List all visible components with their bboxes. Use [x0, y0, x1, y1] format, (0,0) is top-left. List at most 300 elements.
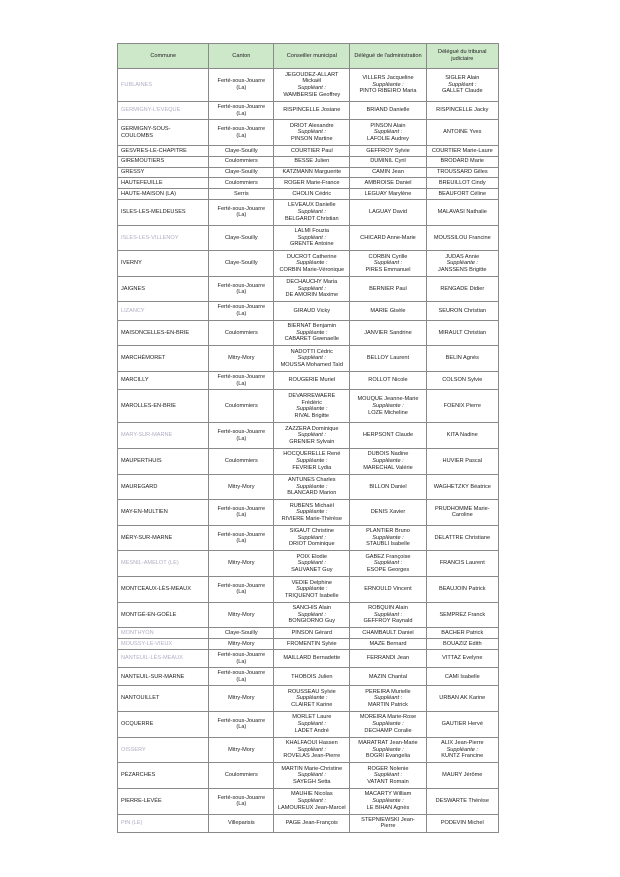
canton-text: (La) — [236, 311, 247, 318]
delegue-administration-text: ROLLOT Nicole — [368, 377, 408, 384]
conseiller-municipal-text: SAYEGH Setta — [293, 778, 331, 785]
commune-cell — [118, 668, 209, 686]
delegue-administration-text: VILLERS Jacqueline — [362, 75, 414, 82]
conseiller-municipal-cell — [274, 178, 350, 189]
conseiller-municipal-text: MAILLARD Bernadette — [283, 655, 341, 662]
conseiller-municipal-text: SIGAUT Christine — [289, 528, 334, 535]
conseiller-municipal-text: LADET André — [294, 727, 329, 734]
conseiller-municipal-text: MAUHIE Nicolas — [290, 791, 333, 798]
delegue-administration-cell — [350, 371, 426, 389]
commune-cell — [118, 814, 209, 832]
delegue-administration-text: BERNIER Paul — [369, 285, 407, 292]
delegue-administration-text: GEFFROY Raynald — [363, 618, 413, 625]
delegue-administration-cell — [350, 167, 426, 178]
conseiller-municipal-cell — [274, 602, 350, 628]
canton-text: (La) — [236, 435, 247, 442]
canton-cell — [209, 577, 274, 603]
delegue-administration-text: MARECHAL Valérie — [363, 464, 413, 471]
commune-cell — [118, 156, 209, 167]
canton-text: (La) — [236, 289, 247, 296]
commune-text: MAUREGARD — [121, 483, 158, 490]
canton-text: Coulommiers — [224, 158, 258, 165]
delegue-tribunal-text: ANTOINE Yves — [443, 129, 482, 136]
delegue-tribunal-cell — [426, 390, 498, 423]
table-row — [118, 145, 499, 156]
conseiller-municipal-text: HOCQUERELLE René — [283, 451, 341, 458]
commune-text: MÉRY-SUR-MARNE — [121, 534, 173, 541]
delegue-administration-text: CHICARD Anne-Marie — [360, 234, 416, 241]
commune-text: MAISONCELLES-EN-BRIE — [121, 329, 190, 336]
canton-cell — [209, 346, 274, 372]
commune-cell — [118, 712, 209, 738]
commune-text: GERMIGNY-SOUS- — [121, 126, 171, 132]
commune-cell — [118, 788, 209, 814]
delegue-administration-text: Suppléant : — [373, 611, 403, 618]
conseiller-municipal-text: RISPINCELLE Josiane — [283, 107, 341, 114]
delegue-administration-text: Suppléant : — [373, 695, 403, 702]
delegue-administration-text: MOUQUE Jeanne-Marie — [357, 396, 419, 403]
commune-text: GERMIGNY-L'EVEQUE — [121, 107, 181, 114]
commune-text: ISLES-LES-VILLENOY — [121, 234, 179, 241]
commune-cell — [118, 145, 209, 156]
delegue-administration-text: DUBOIS Nadine — [367, 451, 409, 458]
conseiller-municipal-text: COURTIER Paul — [290, 147, 333, 154]
conseiller-municipal-text: JEGOUDEZ-ALLART — [285, 71, 339, 78]
delegue-administration-text: PINSON Alain — [370, 122, 406, 129]
conseiller-municipal-text: LALMI Fouzia — [294, 227, 330, 234]
canton-text: Mitry-Mory — [228, 695, 255, 702]
conseiller-municipal-text: TRIQUENOT Isabelle — [284, 592, 339, 599]
commune-cell — [118, 102, 209, 120]
commune-cell — [118, 737, 209, 763]
delegue-tribunal-text: WAGHETZKY Béatrice — [433, 483, 491, 490]
commune-text: MONTGÉ-EN-GOËLE — [121, 611, 177, 618]
delegue-administration-text: MAZIN Chantal — [368, 673, 408, 680]
delegue-tribunal-cell — [426, 814, 498, 832]
delegue-tribunal-text: Suppléante : — [446, 260, 478, 267]
conseiller-municipal-text: Suppléant : — [297, 208, 326, 215]
table-row — [118, 320, 499, 346]
canton-cell — [209, 639, 274, 650]
delegue-administration-text: PEREIRA Murielle — [365, 688, 411, 695]
conseiller-municipal-text: DE AMORIN Maxime — [285, 292, 339, 299]
delegue-administration-cell — [350, 320, 426, 346]
canton-text: Ferté-sous-Jouarre — [217, 670, 266, 677]
delegue-tribunal-text: CAMI Isabelle — [444, 673, 480, 680]
canton-text: Mitry-Mory — [228, 560, 255, 567]
delegue-tribunal-cell — [426, 120, 498, 146]
delegue-administration-text: BILLON Daniel — [369, 483, 407, 490]
canton-text: (La) — [236, 212, 247, 219]
commune-cell — [118, 320, 209, 346]
conseiller-municipal-cell — [274, 320, 350, 346]
canton-text: Mitry-Mory — [228, 483, 255, 490]
canton-cell — [209, 737, 274, 763]
canton-cell — [209, 448, 274, 474]
delegue-administration-cell — [350, 737, 426, 763]
conseiller-municipal-cell — [274, 167, 350, 178]
commune-text: NANTEUIL-LÈS-MEAUX — [121, 655, 183, 662]
delegue-tribunal-cell — [426, 712, 498, 738]
conseiller-municipal-text: RIVIERE Marie-Thérèse — [281, 515, 342, 522]
conseiller-municipal-text: Frédéric — [301, 399, 323, 406]
conseiller-municipal-text: Suppléant : — [297, 534, 326, 541]
delegue-tribunal-text: BELIN Agnès — [445, 355, 479, 362]
conseiller-municipal-text: Mickaël — [302, 78, 322, 85]
delegue-tribunal-cell — [426, 668, 498, 686]
header-conseiller: Conseiller municipal — [274, 44, 350, 69]
canton-text: Mitry-Mory — [228, 611, 255, 618]
conseiller-municipal-text: WAMBERSIE Geoffrey — [283, 91, 341, 98]
canton-cell — [209, 276, 274, 302]
delegue-administration-cell — [350, 500, 426, 526]
commune-cell — [118, 276, 209, 302]
conseiller-municipal-cell — [274, 628, 350, 639]
delegue-tribunal-cell — [426, 276, 498, 302]
delegue-administration-cell — [350, 156, 426, 167]
delegue-tribunal-cell — [426, 763, 498, 789]
commune-text: MARCHÉMORET — [121, 355, 166, 362]
conseiller-municipal-text: KHALFAOUI Hassen — [285, 740, 338, 747]
delegue-administration-text: GEFFROY Sylvie — [366, 147, 410, 154]
conseiller-municipal-cell — [274, 763, 350, 789]
delegates-table — [117, 43, 499, 833]
canton-cell — [209, 251, 274, 277]
conseiller-municipal-text: Suppléante : — [296, 260, 328, 267]
delegue-administration-text: DENIS Xavier — [370, 509, 406, 516]
commune-text: HAUTEFEUILLE — [121, 179, 163, 186]
delegue-tribunal-text: ALIX Jean-Pierre — [440, 740, 484, 747]
conseiller-municipal-cell — [274, 390, 350, 423]
commune-cell — [118, 423, 209, 449]
delegue-administration-text: HERPSONT Claude — [362, 432, 414, 439]
delegue-administration-text: Pierre — [380, 823, 396, 830]
delegue-administration-cell — [350, 712, 426, 738]
commune-cell — [118, 178, 209, 189]
table-row — [118, 668, 499, 686]
delegue-administration-cell — [350, 390, 426, 423]
commune-cell — [118, 525, 209, 551]
canton-text: Ferté-sous-Jouarre — [217, 531, 266, 538]
conseiller-municipal-cell — [274, 423, 350, 449]
delegue-tribunal-cell — [426, 448, 498, 474]
conseiller-municipal-text: Suppléant : — [297, 611, 326, 618]
conseiller-municipal-text: Suppléant : — [297, 797, 326, 804]
delegue-tribunal-text: KUNTZ Francine — [441, 753, 484, 760]
delegue-administration-text: Suppléante : — [372, 402, 404, 409]
delegue-administration-cell — [350, 448, 426, 474]
delegue-administration-text: LAFOLIE Audrey — [366, 135, 409, 142]
canton-text: (La) — [236, 538, 247, 545]
conseiller-municipal-cell — [274, 371, 350, 389]
delegue-administration-text: CORBIN Cyrille — [368, 253, 408, 260]
canton-text: Coulommiers — [224, 179, 258, 186]
delegue-tribunal-cell — [426, 686, 498, 712]
canton-cell — [209, 178, 274, 189]
delegue-tribunal-text: HUVIER Pascal — [442, 457, 483, 464]
canton-text: Coulommiers — [224, 329, 258, 336]
delegue-tribunal-text: VITTAZ Evelyne — [442, 655, 483, 662]
commune-text: MAROLLES-EN-BRIE — [121, 402, 177, 409]
delegue-administration-text: MACARTY William — [364, 791, 412, 798]
delegue-tribunal-text: MALAVASI Nathalie — [437, 208, 487, 215]
table-row — [118, 156, 499, 167]
commune-text: MONTHYON — [121, 629, 154, 636]
delegue-tribunal-text: Suppléant : — [448, 81, 477, 88]
commune-cell — [118, 551, 209, 577]
commune-cell — [118, 577, 209, 603]
delegue-administration-text: Suppléante : — [372, 721, 404, 728]
canton-text: Ferté-sous-Jouarre — [217, 582, 266, 589]
conseiller-municipal-text: Suppléante : — [296, 406, 328, 413]
table-row — [118, 737, 499, 763]
delegue-administration-text: CHAMBAULT Daniel — [362, 629, 414, 636]
canton-text: (La) — [236, 801, 247, 808]
delegue-tribunal-text: TROUSSARD Gilles — [436, 169, 488, 176]
conseiller-municipal-text: GIRAUD Vicky — [293, 307, 331, 314]
canton-text: Ferté-sous-Jouarre — [217, 428, 266, 435]
delegue-administration-text: PIRES Emmanuel — [365, 266, 411, 273]
commune-cell — [118, 167, 209, 178]
conseiller-municipal-text: CHOLIN Cédric — [292, 190, 332, 197]
delegue-tribunal-cell — [426, 302, 498, 320]
conseiller-municipal-text: Suppléante : — [296, 509, 328, 516]
canton-text: Claye-Souilly — [224, 234, 258, 241]
conseiller-municipal-text: FROMENTIN Sylvie — [286, 640, 337, 647]
table-row — [118, 225, 499, 251]
delegue-administration-text: LEGUAY Marylène — [364, 190, 412, 197]
delegue-administration-text: ERNOULD Vincent — [364, 586, 412, 593]
delegue-administration-text: ROBQUIN Alain — [368, 605, 408, 612]
conseiller-municipal-text: SAUVANET Guy — [291, 567, 333, 574]
delegue-tribunal-text: MIRAULT Christian — [438, 329, 487, 336]
commune-text: JAIGNES — [121, 285, 145, 292]
commune-text: NANTOUILLET — [121, 695, 160, 702]
commune-cell — [118, 474, 209, 500]
delegue-tribunal-cell — [426, 525, 498, 551]
delegue-tribunal-text: BRODARD Marie — [440, 158, 485, 165]
commune-cell — [118, 448, 209, 474]
delegue-administration-cell — [350, 276, 426, 302]
delegue-administration-text: JANVIER Sandrine — [364, 329, 412, 336]
canton-cell — [209, 69, 274, 102]
commune-text: ISLES-LES-MELDEUSES — [121, 208, 186, 215]
commune-text: COULOMBS — [121, 132, 154, 139]
conseiller-municipal-text: CORBIN Marie-Véronique — [279, 266, 345, 273]
delegue-tribunal-text: COLSON Sylvie — [442, 377, 483, 384]
conseiller-municipal-text: DRIOT Dominique — [288, 541, 335, 548]
conseiller-municipal-text: ROUSSEAU Sylvie — [287, 688, 336, 695]
canton-cell — [209, 686, 274, 712]
delegue-tribunal-text: GAUTIER Hervé — [441, 721, 483, 728]
delegue-administration-text: VATANT Romain — [367, 778, 409, 785]
commune-text: GESVRES-LE-CHAPITRE — [121, 147, 187, 154]
canton-cell — [209, 500, 274, 526]
conseiller-municipal-text: Suppléant : — [297, 721, 326, 728]
canton-cell — [209, 814, 274, 832]
conseiller-municipal-cell — [274, 120, 350, 146]
conseiller-municipal-cell — [274, 788, 350, 814]
canton-text: Ferté-sous-Jouarre — [217, 794, 266, 801]
canton-text: (La) — [236, 110, 247, 117]
delegue-tribunal-cell — [426, 178, 498, 189]
canton-text: Ferté-sous-Jouarre — [217, 304, 266, 311]
commune-text: MARCILLY — [121, 377, 149, 384]
commune-text: NANTEUIL-SUR-MARNE — [121, 673, 185, 680]
table-row — [118, 199, 499, 225]
conseiller-municipal-text: ROGER Marie-France — [284, 179, 340, 186]
conseiller-municipal-cell — [274, 102, 350, 120]
canton-cell — [209, 423, 274, 449]
delegue-administration-text: DUMINIL Cyril — [370, 158, 406, 165]
table-row — [118, 69, 499, 102]
canton-cell — [209, 167, 274, 178]
delegue-tribunal-cell — [426, 251, 498, 277]
commune-text: PIERRE-LEVÉE — [121, 797, 162, 804]
commune-cell — [118, 346, 209, 372]
delegue-administration-text: AMBROISE Daniel — [364, 179, 412, 186]
delegue-administration-cell — [350, 225, 426, 251]
canton-cell — [209, 712, 274, 738]
commune-text: OISSERY — [121, 746, 146, 753]
conseiller-municipal-cell — [274, 251, 350, 277]
table-header-row — [118, 44, 499, 69]
conseiller-municipal-text: BESSE Julien — [294, 158, 330, 165]
header-canton: Canton — [209, 44, 274, 69]
delegue-administration-cell — [350, 145, 426, 156]
conseiller-municipal-text: LEVEAUX Danielle — [288, 202, 336, 209]
delegue-administration-text: Suppléante : — [372, 746, 404, 753]
conseiller-municipal-cell — [274, 500, 350, 526]
delegue-tribunal-cell — [426, 423, 498, 449]
delegue-administration-cell — [350, 525, 426, 551]
conseiller-municipal-text: Suppléante : — [296, 457, 328, 464]
conseiller-municipal-text: CLAIRET Karine — [291, 702, 333, 709]
table-row — [118, 500, 499, 526]
canton-text: Mitry-Mory — [228, 746, 255, 753]
table-row — [118, 189, 499, 200]
commune-text: GRESSY — [121, 169, 145, 176]
delegue-administration-text: MOREIRA Marie-Rose — [359, 714, 417, 721]
canton-text: (La) — [236, 724, 247, 731]
conseiller-municipal-text: THOBOIS Julien — [291, 673, 333, 680]
table-row — [118, 551, 499, 577]
commune-cell — [118, 649, 209, 667]
delegue-tribunal-text: DESWARTE Thérèse — [435, 797, 489, 804]
delegue-administration-text: MARTIN Patrick — [367, 702, 408, 709]
delegue-administration-text: STAUBLI Isabelle — [366, 541, 410, 548]
commune-cell — [118, 251, 209, 277]
conseiller-municipal-text: DECHAUCHY Maria — [286, 279, 338, 286]
commune-text: HAUTE-MAISON (LA) — [121, 190, 177, 197]
commune-text: IVERNY — [121, 260, 142, 267]
canton-text: Ferté-sous-Jouarre — [217, 126, 266, 132]
table-row — [118, 302, 499, 320]
delegue-tribunal-text: MAURY Jérôme — [442, 772, 483, 779]
delegue-tribunal-cell — [426, 649, 498, 667]
delegue-tribunal-cell — [426, 474, 498, 500]
canton-cell — [209, 602, 274, 628]
conseiller-municipal-text: ANTUNES Charles — [288, 476, 336, 483]
conseiller-municipal-text: Suppléant : — [297, 355, 326, 362]
canton-text: Villeparisis — [228, 820, 255, 826]
canton-text: (La) — [236, 676, 247, 683]
delegue-tribunal-cell — [426, 225, 498, 251]
conseiller-municipal-cell — [274, 639, 350, 650]
commune-cell — [118, 628, 209, 639]
delegue-tribunal-cell — [426, 500, 498, 526]
delegue-tribunal-text: BREUILLOT Cindy — [438, 179, 486, 186]
conseiller-municipal-cell — [274, 525, 350, 551]
delegue-tribunal-cell — [426, 737, 498, 763]
delegue-administration-cell — [350, 686, 426, 712]
delegue-administration-text: CAMIN Jean — [372, 169, 404, 176]
conseiller-municipal-text: RIVAL Brigitte — [294, 412, 330, 419]
conseiller-municipal-cell — [274, 189, 350, 200]
delegue-tribunal-text: SIGLER Alain — [445, 75, 480, 82]
conseiller-municipal-text: ROVELAS Jean-Pierre — [283, 753, 341, 760]
delegue-administration-text: FERRANDI Jean — [366, 655, 410, 662]
table-row — [118, 346, 499, 372]
canton-text: Claye-Souilly — [224, 169, 258, 176]
delegue-administration-cell — [350, 120, 426, 146]
table-row — [118, 686, 499, 712]
commune-text: MAY-EN-MULTIEN — [121, 509, 168, 516]
commune-text: MESNIL-AMELOT (LE) — [121, 560, 179, 567]
delegue-tribunal-text: URBAN AK Karine — [439, 695, 486, 702]
table-row — [118, 167, 499, 178]
conseiller-municipal-text: Suppléant : — [297, 560, 326, 567]
delegue-administration-text: PLANTIER Bruno — [366, 528, 410, 535]
conseiller-municipal-text: Suppléant : — [297, 746, 326, 753]
conseiller-municipal-text: Suppléant : — [297, 85, 326, 92]
conseiller-municipal-text: Suppléante : — [296, 483, 328, 490]
canton-cell — [209, 189, 274, 200]
delegue-tribunal-cell — [426, 189, 498, 200]
conseiller-municipal-text: RUBENS Michaël — [289, 502, 334, 509]
delegue-tribunal-text: Caroline — [451, 512, 473, 519]
canton-text: Ferté-sous-Jouarre — [217, 373, 266, 380]
delegue-administration-text: BRIAND Danielle — [366, 107, 410, 114]
conseiller-municipal-text: Suppléant : — [297, 432, 326, 439]
delegue-administration-text: LE BIHAN Agnès — [366, 804, 410, 811]
canton-cell — [209, 320, 274, 346]
header-delegue-administration: Délégué de l'administration — [350, 44, 426, 69]
delegue-tribunal-text: BOUAZIZ Edith — [443, 640, 482, 647]
delegue-administration-cell — [350, 302, 426, 320]
commune-text: GIREMOUTIERS — [121, 158, 165, 165]
delegue-administration-cell — [350, 474, 426, 500]
conseiller-municipal-text: Suppléante : — [296, 329, 328, 336]
canton-text: Ferté-sous-Jouarre — [217, 78, 266, 85]
conseiller-municipal-text: CABARET Gwenaelle — [284, 336, 339, 343]
delegue-tribunal-text: BEAUJOIN Patrick — [438, 586, 486, 593]
table-row — [118, 251, 499, 277]
canton-text: Serris — [234, 190, 249, 197]
table-row — [118, 102, 499, 120]
delegue-tribunal-cell — [426, 145, 498, 156]
commune-cell — [118, 390, 209, 423]
delegue-administration-text: GABEZ Françoise — [365, 553, 411, 560]
delegue-tribunal-text: DELATTRE Christiane — [434, 534, 491, 541]
canton-text: Ferté-sous-Jouarre — [217, 717, 266, 724]
conseiller-municipal-cell — [274, 668, 350, 686]
canton-cell — [209, 390, 274, 423]
delegue-administration-text: Suppléante : — [372, 81, 404, 88]
canton-cell — [209, 551, 274, 577]
delegue-administration-cell — [350, 178, 426, 189]
conseiller-municipal-cell — [274, 225, 350, 251]
